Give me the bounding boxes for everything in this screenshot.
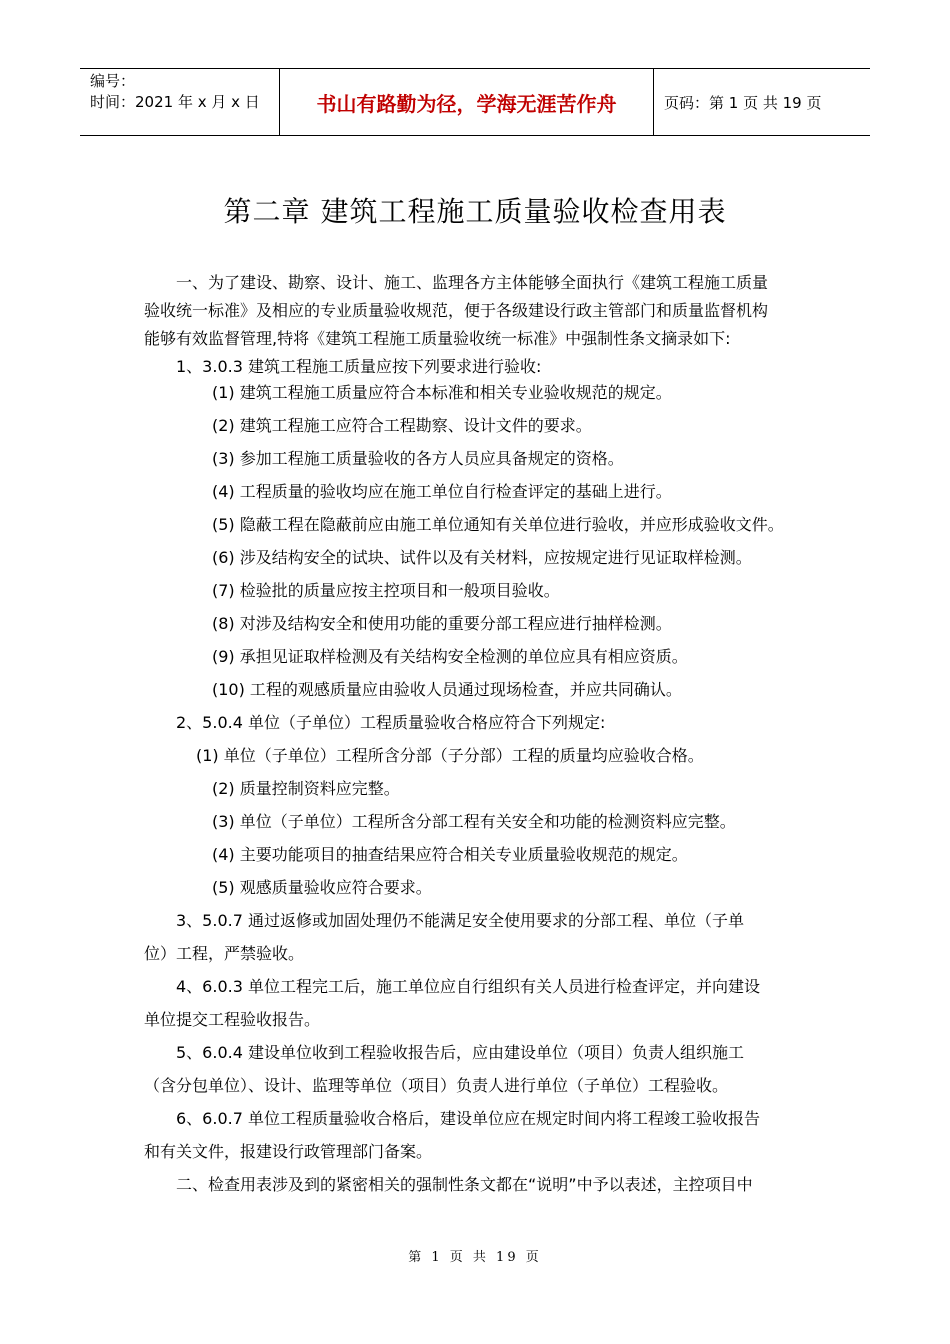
text-line: 3、5.0.7 通过返修或加固处理仍不能满足安全使用要求的分部工程、单位（子单 <box>176 911 744 930</box>
text-line: 1、3.0.3 建筑工程施工质量应按下列要求进行验收: <box>176 357 542 376</box>
text-line: (10) 工程的观感质量应由验收人员通过现场检查，并应共同确认。 <box>212 680 682 699</box>
text-line: (4) 主要功能项目的抽查结果应符合相关专业质量验收规范的规定。 <box>212 845 688 864</box>
text-line: (3) 参加工程施工质量验收的各方人员应具备规定的资格。 <box>212 449 624 468</box>
text-line: 验收统一标准》及相应的专业质量验收规范，便于各级建设行政主管部门和质量监督机构 <box>144 301 769 320</box>
chapter-title: 第二章 建筑工程施工质量验收检查用表 <box>223 195 727 228</box>
text-line: 二、检查用表涉及到的紧密相关的强制性条文都在“说明”中予以表述，主控项目中 <box>176 1175 753 1194</box>
text-line: (5) 观感质量验收应符合要求。 <box>212 878 432 897</box>
text-line: 能够有效监督管理,特将《建筑工程施工质量验收统一标准》中强制性条文摘录如下: <box>144 329 731 348</box>
number-label: 编号： <box>90 72 136 90</box>
text-line: (1) 单位（子单位）工程所含分部（子分部）工程的质量均应验收合格。 <box>196 746 704 765</box>
text-line: 4、6.0.3 单位工程完工后，施工单位应自行组织有关人员进行检查评定，并向建设 <box>176 977 760 996</box>
page-footer: 第 1 页 共 19 页 <box>408 1250 542 1265</box>
text-line: 6、6.0.7 单位工程质量验收合格后，建设单位应在规定时间内将工程竣工验收报告 <box>176 1109 760 1128</box>
text-line: (4) 工程质量的验收均应在施工单位自行检查评定的基础上进行。 <box>212 482 672 501</box>
text-line: (3) 单位（子单位）工程所含分部工程有关安全和功能的检测资料应完整。 <box>212 812 736 831</box>
header-motto: 书山有路勤为径，学海无涯苦作舟 <box>280 69 654 135</box>
text-line: (5) 隐蔽工程在隐蔽前应由施工单位通知有关单位进行验收，并应形成验收文件。 <box>212 515 784 534</box>
text-line: 单位提交工程验收报告。 <box>144 1010 321 1029</box>
text-line: 2、5.0.4 单位（子单位）工程质量验收合格应符合下列规定: <box>176 713 606 732</box>
text-line: 5、6.0.4 建设单位收到工程验收报告后，应由建设单位（项目）负责人组织施工 <box>176 1043 744 1062</box>
text-line: (8) 对涉及结构安全和使用功能的重要分部工程应进行抽样检测。 <box>212 614 672 633</box>
text-line: (1) 建筑工程施工质量应符合本标准和相关专业验收规范的规定。 <box>212 383 672 402</box>
text-line: (2) 建筑工程施工应符合工程勘察、设计文件的要求。 <box>212 416 592 435</box>
text-line: 位）工程，严禁验收。 <box>144 944 305 963</box>
page-header <box>80 68 870 136</box>
text-line: (7) 检验批的质量应按主控项目和一般项目验收。 <box>212 581 560 600</box>
text-line: (6) 涉及结构安全的试块、试件以及有关材料，应按规定进行见证取样检测。 <box>212 548 752 567</box>
text-line: (2) 质量控制资料应完整。 <box>212 779 400 798</box>
text-line: （含分包单位）、设计、监理等单位（项目）负责人进行单位（子单位）工程验收。 <box>144 1076 729 1095</box>
header-meta <box>80 69 280 135</box>
header-page-number: 页码：第 1 页 共 19 页 <box>664 93 822 112</box>
text-line: (9) 承担见证取样检测及有关结构安全检测的单位应具有相应资质。 <box>212 647 688 666</box>
text-line: 一、为了建设、勘察、设计、施工、监理各方主体能够全面执行《建筑工程施工质量 <box>176 273 769 292</box>
time-label: 时间：2021 年 x 月 x 日 <box>90 93 260 111</box>
text-line: 和有关文件，报建设行政管理部门备案。 <box>144 1142 433 1161</box>
